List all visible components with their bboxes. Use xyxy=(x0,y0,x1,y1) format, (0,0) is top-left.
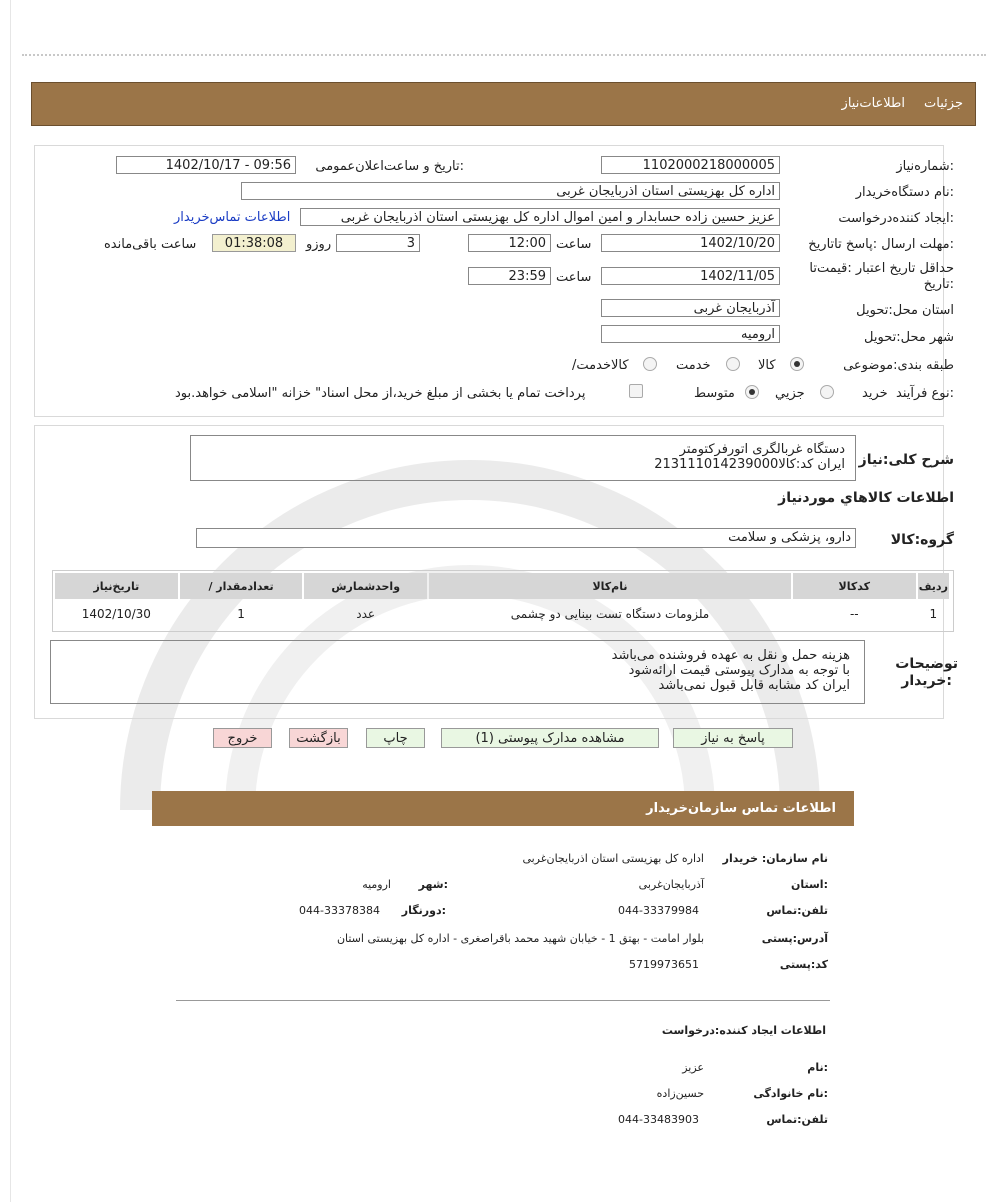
process-minor-label: جزیي xyxy=(775,386,805,401)
province-field: آذربایجان غربی xyxy=(601,299,780,317)
tab-need-info[interactable]: اطلاعات‌نیاز xyxy=(841,96,905,111)
remaining-time-field: 01:38:08 xyxy=(212,234,296,252)
org-label: نام سازمان: خریدار xyxy=(722,852,828,865)
province-label: استان محل:تحویل xyxy=(856,303,954,318)
validity-time-label: ساعت xyxy=(556,270,592,285)
contact-phone-label: تلفن:تماس xyxy=(766,904,828,917)
creator-phone-label: تلفن:تماس xyxy=(766,1113,828,1126)
deadline-time-field: 12:00 xyxy=(468,234,551,252)
city-field: ارومیه xyxy=(601,325,780,343)
contact-fax-label: دورنگار: xyxy=(401,904,446,917)
cell-need-date: 1402/10/30 xyxy=(81,607,151,621)
process-minor-radio[interactable] xyxy=(820,385,834,399)
col-quantity: تعدادمقدار / xyxy=(180,573,303,599)
category-goods-label: کالا xyxy=(758,358,776,373)
category-goods-radio[interactable] xyxy=(790,357,804,371)
creator-info-title: اطلاعات ایجاد کننده:درخواست xyxy=(661,1024,826,1037)
days-field: 3 xyxy=(336,234,420,252)
details-header-bar xyxy=(31,82,976,126)
buyer-notes-label-1: توضیحات xyxy=(895,656,958,672)
description-box xyxy=(190,435,856,481)
col-goods-name: نام‌کالا xyxy=(429,573,791,599)
tab-details[interactable]: جزئیات xyxy=(924,96,963,111)
category-service-radio[interactable] xyxy=(726,357,740,371)
category-both-label: /کالاخدمت xyxy=(572,358,629,373)
creator-name-label: نام: xyxy=(807,1061,828,1074)
process-label: نوع فرآیند: xyxy=(896,386,954,401)
city-label: شهر محل:تحویل xyxy=(864,330,954,345)
cell-goods-code: -- xyxy=(849,607,859,621)
cell-quantity: 1 xyxy=(237,607,245,621)
validity-label: حداقل تاریخ اعتبار :قیمت‌تا تاریخ: xyxy=(809,261,954,292)
contact-address-value: بلوار امامت - بهتق 1 - خیابان شهید محمد باقراصغری - اداره کل بهزیستی استان xyxy=(336,932,704,945)
back-button[interactable]: بازگشت xyxy=(289,728,348,748)
view-attachments-button[interactable]: مشاهده مدارک پیوستی (1) xyxy=(441,728,659,748)
description-line-2: ایران کد:کالا213111014239000 xyxy=(654,457,845,472)
deadline-label: مهلت ارسال :پاسخ تا‌تاریخ: xyxy=(808,237,954,252)
buyer-notes-box xyxy=(50,640,865,704)
goods-group-label: گروه:کالا xyxy=(890,532,954,548)
org-value: اداره کل بهزیستی استان اذربایجان‌غربی xyxy=(522,852,704,865)
col-row-number: ردیف xyxy=(918,573,949,599)
days-label: روزو xyxy=(306,237,332,252)
table-row xyxy=(55,601,949,627)
description-label: شرح کلی:نیاز xyxy=(858,452,954,468)
goods-table-frame xyxy=(52,570,954,632)
buyer-note-line-1: هزینه حمل و نقل به عهده فروشنده می‌باشد xyxy=(611,648,850,663)
reply-button[interactable]: پاسخ به نیاز xyxy=(673,728,793,748)
validity-date-field: 1402/11/05 xyxy=(601,267,780,285)
buyer-label: نام دستگاه‌خریدار: xyxy=(855,185,954,200)
remaining-label: ساعت باقی‌مانده xyxy=(104,237,197,252)
deadline-time-label: ساعت xyxy=(556,237,592,252)
category-service-label: خدمت xyxy=(676,358,711,373)
cell-row-number: 1 xyxy=(929,607,938,621)
contact-divider xyxy=(176,1000,830,1001)
creator-family-label: نام خانوادگی: xyxy=(753,1087,828,1100)
validity-time-field: 23:59 xyxy=(468,267,551,285)
buyer-field: اداره کل بهزیستی استان اذربایجان غربی xyxy=(241,182,780,200)
cell-goods-name: ملزومات دستگاه تست بینایی دو چشمی xyxy=(510,607,710,621)
table-header-row xyxy=(55,573,949,599)
buyer-contact-link[interactable]: اطلاعات تماس‌خریدار xyxy=(174,210,291,225)
contact-title: اطلاعات تماس سازمان‌خریدار xyxy=(646,801,836,816)
col-need-date: تاریخ‌نیاز xyxy=(55,573,178,599)
contact-postal-label: کد:پستی xyxy=(779,958,828,971)
creator-family-value: حسین‌زاده xyxy=(656,1087,704,1100)
category-label: طبقه بندی:موضوعی xyxy=(843,358,954,373)
buyer-notes-label-2: خریدار: xyxy=(901,673,952,689)
contact-fax-value: 044-33378384 xyxy=(299,904,380,917)
description-line-1: دستگاه غربالگری اتورفرکتومتر xyxy=(679,442,845,457)
creator-phone-value: 044-33483903 xyxy=(618,1113,699,1126)
goods-group-field: دارو، پزشکی و سلامت xyxy=(196,528,856,548)
contact-header-bar xyxy=(152,791,854,826)
category-both-radio[interactable] xyxy=(643,357,657,371)
treasury-payment-checkbox[interactable] xyxy=(629,384,643,398)
top-divider xyxy=(22,54,986,56)
contact-province-label: استان: xyxy=(790,878,828,891)
contact-province-value: آذربایجان‌غربی xyxy=(638,878,704,891)
print-button[interactable]: چاپ xyxy=(366,728,425,748)
creator-label: ایجاد کننده‌درخواست: xyxy=(838,211,954,226)
contact-city-value: ارومیه xyxy=(362,878,391,891)
col-unit: واحدشمارش xyxy=(304,573,427,599)
creator-name-value: عزیز xyxy=(682,1061,704,1074)
process-medium-radio[interactable] xyxy=(745,385,759,399)
buyer-notes-label xyxy=(895,656,958,690)
goods-info-title: اطلاعات کالاهاي مورد‌نیاز xyxy=(778,490,954,506)
contact-phone-value: 044-33379984 xyxy=(618,904,699,917)
need-number-field: 1102000218000005 xyxy=(601,156,780,174)
treasury-payment-note: پرداخت تمام یا بخشی از مبلغ خرید،از محل اسناد" خزانه "اسلامی خواهد.بود xyxy=(175,386,586,401)
announce-field: 1402/10/17 - 09:56 xyxy=(116,156,296,174)
deadline-date-field: 1402/10/20 xyxy=(601,234,780,252)
announce-label: تاریخ و ساعت‌اعلان‌عمومی: xyxy=(315,159,464,174)
contact-city-label: شهر: xyxy=(418,878,448,891)
page-left-border xyxy=(10,0,11,1202)
need-number-label: شماره‌نیاز: xyxy=(896,159,954,174)
cell-unit: عدد xyxy=(356,607,376,621)
process-medium-label: متوسط xyxy=(694,386,735,401)
buyer-note-line-3: ایران کد مشابه قابل قبول نمی‌باشد xyxy=(658,678,850,693)
col-goods-code: کدکالا xyxy=(793,573,916,599)
goods-table xyxy=(53,571,951,629)
contact-postal-value: 5719973651 xyxy=(629,958,699,971)
buyer-note-line-2: با توجه به مدارک پیوستی قیمت ارائه‌شود xyxy=(628,663,850,678)
process-buy-label: خرید xyxy=(862,386,888,401)
exit-button[interactable]: خروج xyxy=(213,728,272,748)
contact-address-label: آدرس:پستی xyxy=(761,932,828,945)
creator-field: عزیز حسین زاده حسابدار و امین اموال اداره کل بهزیستی استان اذربایجان غربی xyxy=(300,208,780,226)
